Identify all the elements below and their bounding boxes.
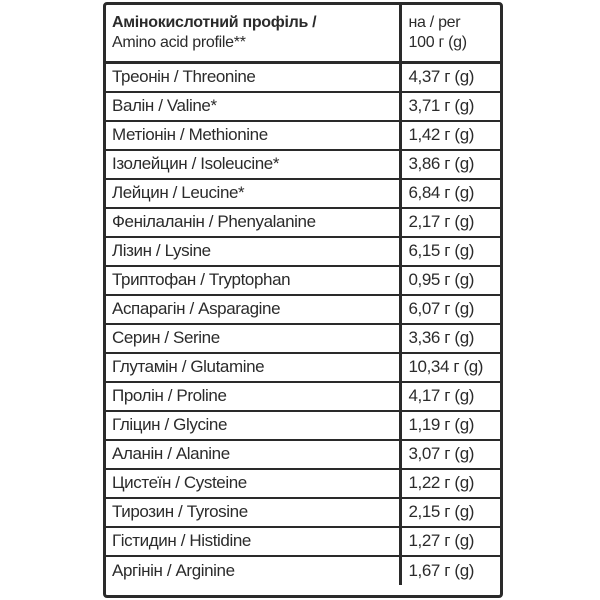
amino-acid-value: 4,17 г (g) [400, 382, 500, 411]
amino-acid-name: Треонін / Threonine [112, 67, 256, 87]
table-row [106, 527, 500, 556]
table-row [106, 121, 500, 150]
amino-acid-name: Ізолейцин / Isoleucine* [112, 154, 280, 173]
amino-acid-value: 1,22 г (g) [400, 469, 500, 498]
amino-acid-name: Аргінін / Arginine [112, 560, 235, 580]
table-body [106, 63, 500, 585]
amino-acid-name: Аспарагін / Asparagine [112, 299, 281, 318]
amino-acid-name: Триптофан / Tryptophan [112, 270, 291, 289]
amino-acid-name: Тирозин / Tyrosine [112, 502, 248, 521]
table-row [106, 266, 500, 295]
header-value-line2: 100 г (g) [408, 34, 467, 51]
amino-acid-table [106, 5, 500, 585]
header-value-cell [400, 5, 500, 63]
table-row [106, 469, 500, 498]
amino-acid-value: 6,84 г (g) [400, 179, 500, 208]
amino-acid-name: Гліцин / Glycine [112, 415, 228, 434]
amino-acid-name: Лейцин / Leucine* [112, 183, 245, 202]
header-name-line2: Amino acid profile** [112, 34, 246, 51]
table-row [106, 237, 500, 266]
table-row [106, 411, 500, 440]
amino-acid-value: 2,17 г (g) [400, 208, 500, 237]
header-name-cell [106, 5, 400, 63]
amino-acid-name: Лізин / Lysine [112, 241, 211, 260]
amino-acid-name: Гістидин / Histidine [112, 531, 251, 550]
table-row [106, 295, 500, 324]
amino-acid-value: 6,07 г (g) [400, 295, 500, 324]
amino-acid-name: Аланін / Alanine [112, 444, 230, 463]
header-value-line1: на / per [408, 14, 461, 31]
table-row [106, 63, 500, 92]
amino-acid-value: 1,27 г (g) [400, 527, 500, 556]
table-row [106, 353, 500, 382]
amino-acid-name: Пролін / Proline [112, 386, 227, 405]
header-name-line1: Амінокислотний профіль / [112, 14, 317, 31]
amino-acid-name: Метіонін / Methionine [112, 125, 268, 144]
amino-acid-name: Глутамін / Glutamine [112, 357, 265, 376]
amino-acid-value: 1,19 г (g) [400, 411, 500, 440]
table-row [106, 324, 500, 353]
amino-acid-name: Фенілаланін / Phenyalanine [112, 212, 316, 231]
amino-acid-name: Серин / Serine [112, 328, 220, 347]
amino-acid-value: 3,36 г (g) [400, 324, 500, 353]
amino-acid-value: 3,86 г (g) [400, 150, 500, 179]
table-row [106, 150, 500, 179]
table-row [106, 498, 500, 527]
amino-acid-name: Валін / Valine* [112, 96, 217, 115]
amino-acid-value: 6,15 г (g) [400, 237, 500, 266]
table-row [106, 556, 500, 585]
amino-acid-value: 10,34 г (g) [400, 353, 500, 382]
table-row [106, 382, 500, 411]
amino-acid-value: 4,37 г (g) [400, 63, 500, 92]
table-header-row [106, 5, 500, 63]
amino-acid-value: 0,95 г (g) [400, 266, 500, 295]
table-row [106, 179, 500, 208]
amino-acid-value: 1,67 г (g) [400, 556, 500, 585]
amino-acid-value: 2,15 г (g) [400, 498, 500, 527]
table-row [106, 92, 500, 121]
amino-acid-value: 3,71 г (g) [400, 92, 500, 121]
amino-acid-value: 1,42 г (g) [400, 121, 500, 150]
amino-acid-table-panel [103, 2, 503, 598]
amino-acid-value: 3,07 г (g) [400, 440, 500, 469]
table-row [106, 208, 500, 237]
amino-acid-name: Цистеїн / Cysteine [112, 473, 247, 492]
table-row [106, 440, 500, 469]
